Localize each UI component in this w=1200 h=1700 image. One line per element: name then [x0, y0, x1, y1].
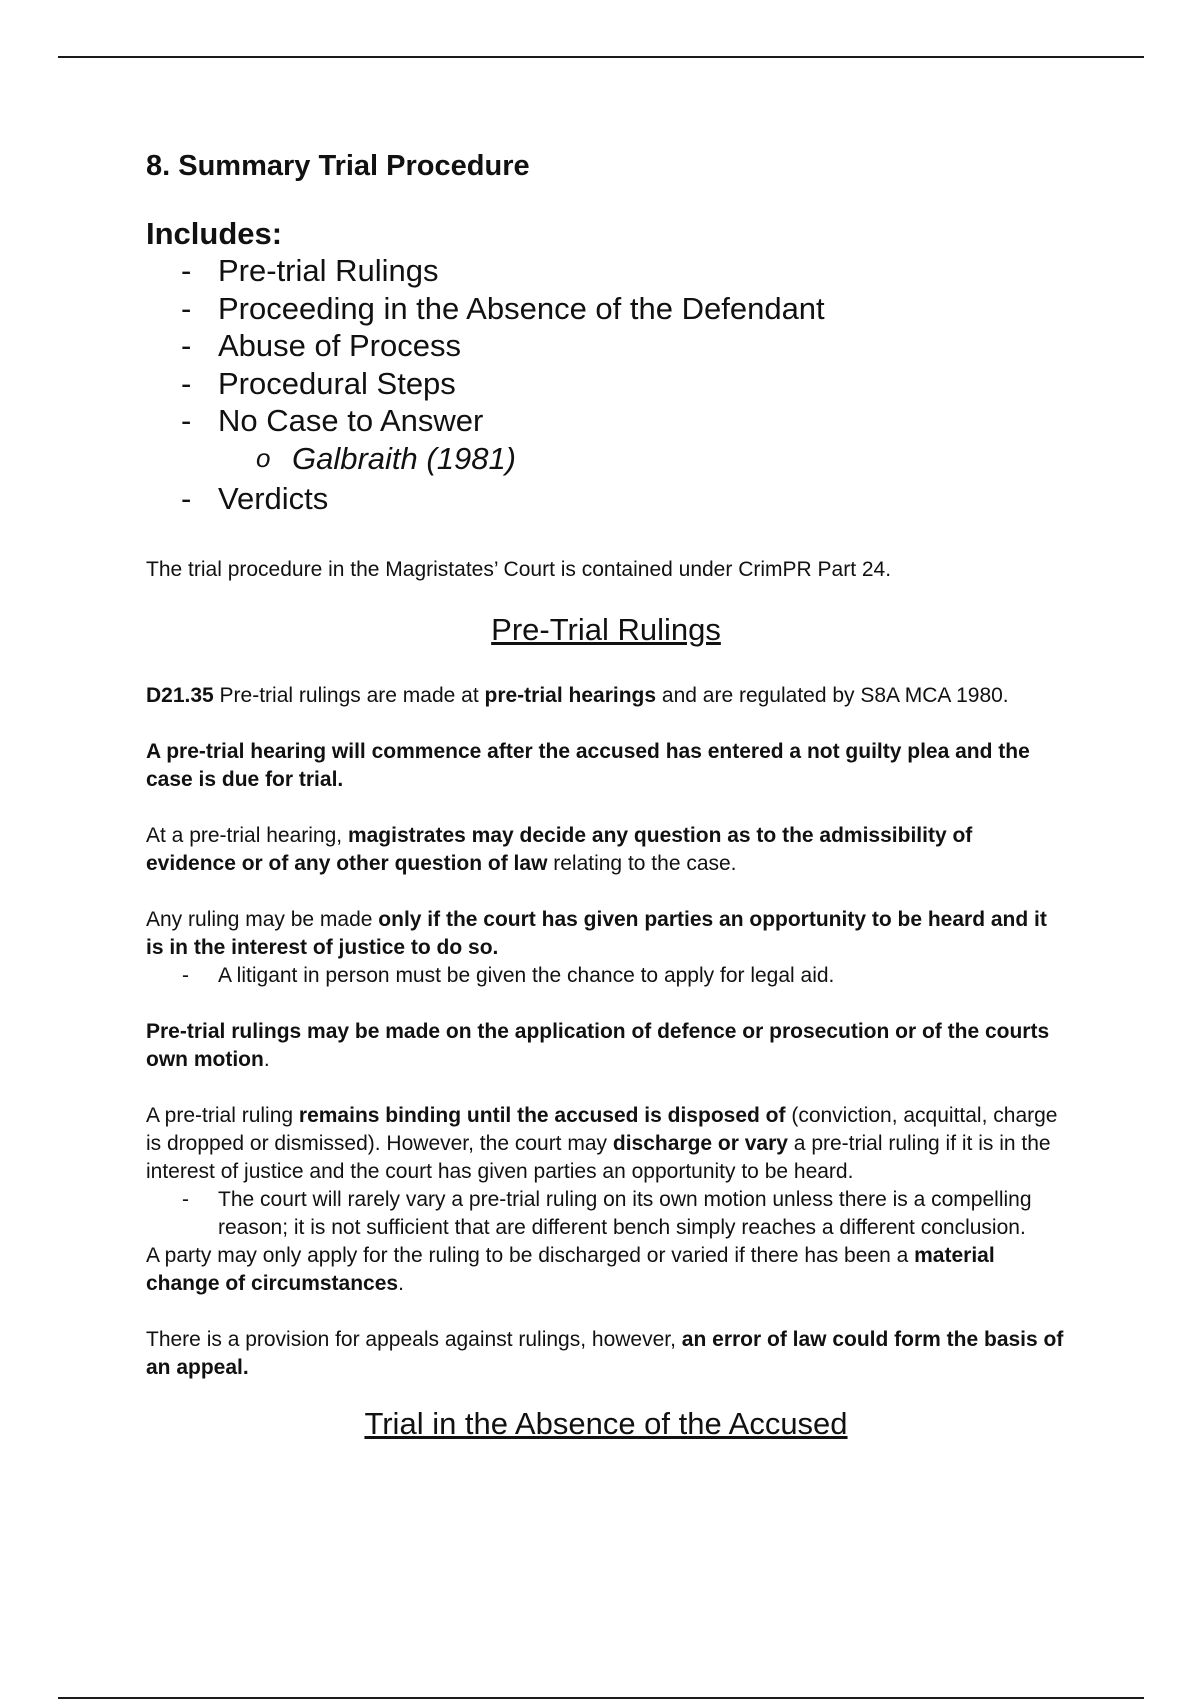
includes-heading: Includes: [146, 216, 283, 251]
dash-bullet: - [181, 481, 192, 516]
circle-bullet-icon: o [256, 442, 271, 473]
intro-paragraph: The trial procedure in the Magristates’ Court is contained under CrimPR Part 24. [146, 557, 892, 581]
legal-aid-list [146, 962, 1066, 990]
page-title: 8. Summary Trial Procedure [146, 150, 530, 182]
list-item: - Abuse of Process [181, 328, 461, 363]
dash-bullet: - [181, 290, 192, 326]
list-item: - No Case to Answer [181, 403, 484, 438]
paragraph-d21-35: D21.35 Pre-trial rulings are made at pre-trial hearings and are regulated by S8A MCA 1980. [146, 683, 1009, 707]
paragraph-pre-trial-hearing: A pre-trial hearing will commence after the accused has entered a not guilty plea and the case is due for trial. [146, 739, 1030, 791]
list-item: - Verdicts [181, 481, 329, 516]
paragraph-remains-binding: A pre-trial ruling remains binding until the accused is disposed of (conviction, acquittal, charge is dropped or dismissed). However, the court may discharge or vary a pre-trial ruling if it is in the interest of justice and the court has given parties an opportunity to be heard. [146, 1103, 1058, 1183]
dash-bullet: - [182, 963, 189, 987]
section-heading-trial-absence: Trial in the Absence of the Accused [364, 1405, 848, 1441]
includes-list [146, 252, 1066, 518]
list-item: - A litigant in person must be given the chance to apply for legal aid. [146, 962, 1066, 990]
sub-list-item: o Galbraith (1981) [256, 440, 517, 476]
bottom-rule [58, 1697, 1144, 1699]
list-item: - Proceeding in the Absence of the Defendant [181, 290, 825, 326]
paragraph-appeals: There is a provision for appeals against rulings, however, an error of law could form the basis of an appeal. [146, 1327, 1064, 1379]
section-heading-pre-trial-rulings: Pre-Trial Rulings [491, 611, 721, 647]
dash-bullet: - [181, 253, 192, 288]
top-rule [58, 56, 1144, 58]
dash-bullet: - [181, 403, 192, 438]
paragraph-material-change: A party may only apply for the ruling to be discharged or varied if there has been a material change of circumstances. [146, 1243, 995, 1295]
paragraph-magistrates-decide: At a pre-trial hearing, magistrates may decide any question as to the admissibility of evidence or of any other question of law relating to the case. [146, 823, 973, 875]
vary-ruling-list [146, 1186, 1086, 1242]
list-item: - The court will rarely vary a pre-trial ruling on its own motion unless there is a compelling reason; it is not sufficient that are different bench simply reaches a different conclusion. [182, 1187, 1032, 1239]
dash-bullet: - [181, 365, 192, 401]
paragraph-application: Pre-trial rulings may be made on the application of defence or prosecution or of the courts own motion. [146, 1019, 1050, 1071]
page-content [146, 146, 1066, 1444]
list-item: - Procedural Steps [181, 365, 456, 401]
dash-bullet: - [181, 328, 192, 363]
list-item: - Pre-trial Rulings [181, 253, 439, 288]
paragraph-any-ruling: Any ruling may be made only if the court has given parties an opportunity to be heard and it is in the interest of justice to do so. [146, 907, 1047, 959]
dash-bullet: - [182, 1187, 189, 1211]
